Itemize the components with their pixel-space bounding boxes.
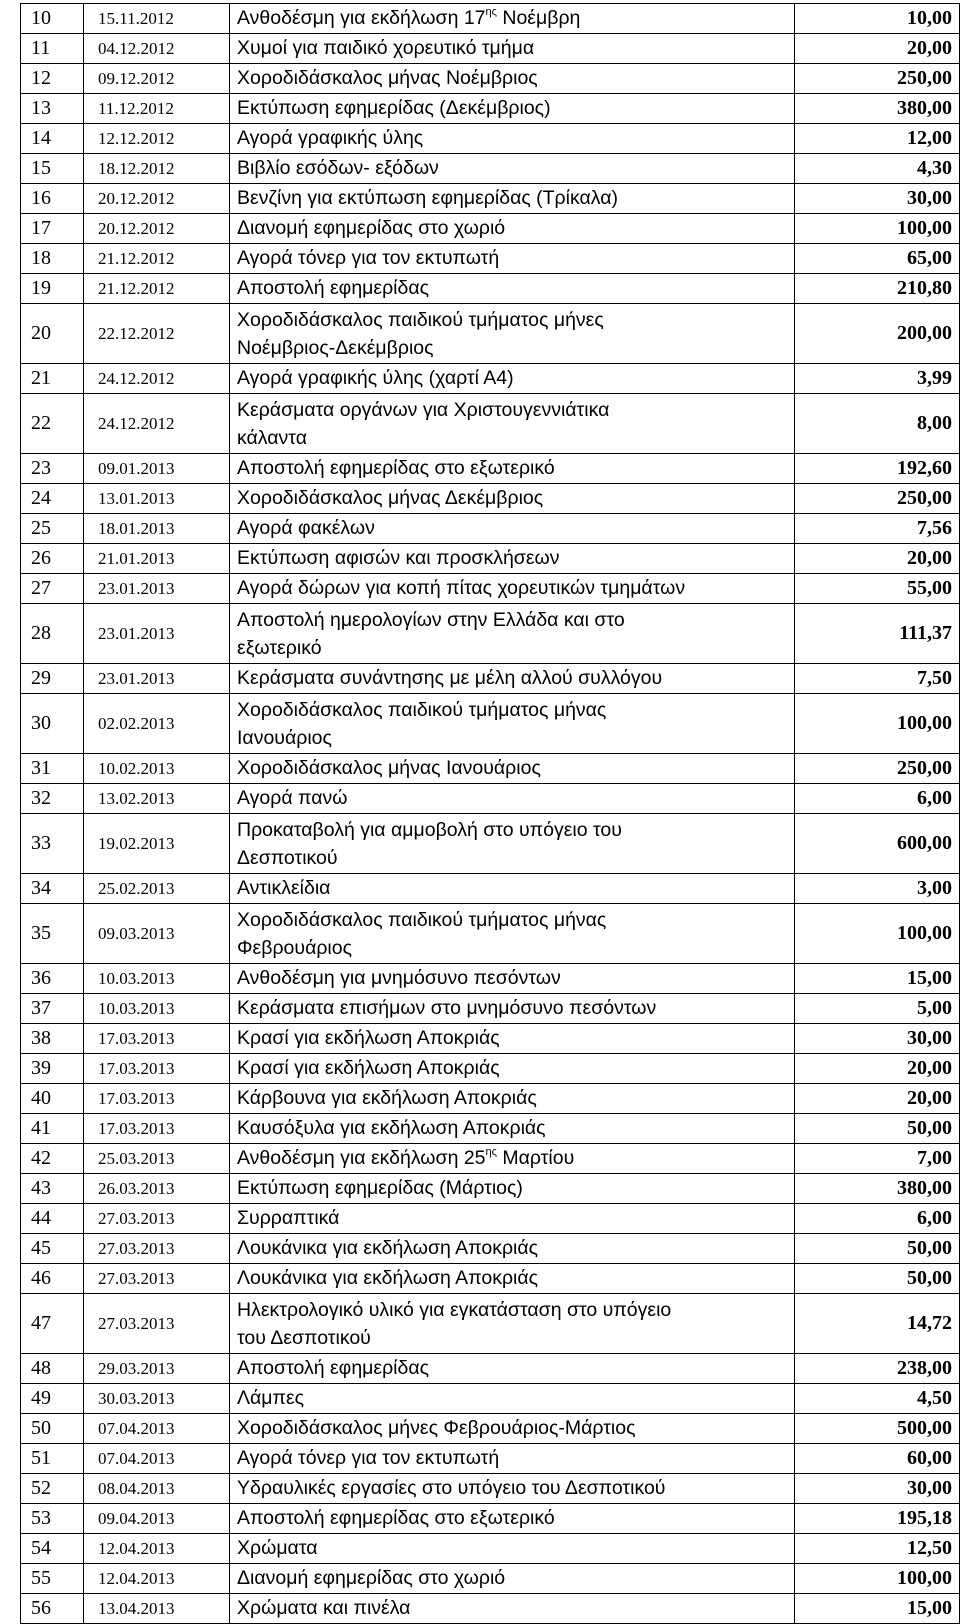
table-row — [21, 1594, 960, 1624]
table-row — [21, 214, 960, 244]
row-number: 33 — [21, 814, 84, 874]
row-amount: 111,37 — [795, 604, 960, 664]
row-number: 26 — [21, 544, 84, 574]
row-number: 47 — [21, 1294, 84, 1354]
row-number: 44 — [21, 1204, 84, 1234]
row-number: 11 — [21, 34, 84, 64]
row-number: 36 — [21, 964, 84, 994]
table-row — [21, 184, 960, 214]
description-line: Κρασί για εκδήλωση Αποκριάς — [237, 1027, 500, 1049]
description-line: Αγορά πανώ — [237, 787, 348, 809]
row-date: 09.03.2013 — [84, 904, 230, 964]
table-row — [21, 1114, 960, 1144]
row-description — [230, 1234, 795, 1264]
row-date: 23.01.2013 — [84, 604, 230, 664]
row-description — [230, 1114, 795, 1144]
ordinal-suffix: ης — [485, 1146, 497, 1158]
description-line: Χοροδιδάσκαλος παιδικού τμήματος μήνες — [237, 308, 604, 331]
table-row — [21, 1234, 960, 1264]
table-row — [21, 304, 960, 364]
row-date: 07.04.2013 — [84, 1444, 230, 1474]
row-amount: 238,00 — [795, 1354, 960, 1384]
table-row — [21, 574, 960, 604]
description-line: Χοροδιδάσκαλος μήνες Φεβρουάριος-Μάρτιος — [237, 1417, 636, 1439]
description-line: Κάρβουνα για εκδήλωση Αποκριάς — [237, 1087, 537, 1109]
row-date: 17.03.2013 — [84, 1114, 230, 1144]
description-line: Αντικλείδια — [237, 877, 331, 899]
row-date: 30.03.2013 — [84, 1384, 230, 1414]
row-description — [230, 1564, 795, 1594]
row-date: 26.03.2013 — [84, 1174, 230, 1204]
description-line: Συρραπτικά — [237, 1207, 340, 1229]
table-row — [21, 1264, 960, 1294]
table-row — [21, 1174, 960, 1204]
row-amount: 20,00 — [795, 1054, 960, 1084]
table-row — [21, 364, 960, 394]
row-amount: 12,50 — [795, 1534, 960, 1564]
table-row — [21, 784, 960, 814]
row-description — [230, 664, 795, 694]
row-number: 50 — [21, 1414, 84, 1444]
description-line: Φεβρουάριος — [237, 936, 353, 959]
description-line: Βενζίνη για εκτύπωση εφημερίδας (Τρίκαλα) — [237, 187, 618, 209]
row-amount: 20,00 — [795, 1084, 960, 1114]
row-date: 04.12.2012 — [84, 34, 230, 64]
row-description — [230, 184, 795, 214]
description-line: Αγορά τόνερ για τον εκτυπωτή — [237, 247, 500, 269]
row-amount: 3,99 — [795, 364, 960, 394]
row-date: 10.03.2013 — [84, 994, 230, 1024]
description-line: Κεράσματα οργάνων για Χριστουγεννιάτικα — [237, 398, 610, 421]
row-number: 32 — [21, 784, 84, 814]
row-number: 43 — [21, 1174, 84, 1204]
row-date: 25.02.2013 — [84, 874, 230, 904]
row-date: 22.12.2012 — [84, 304, 230, 364]
row-number: 24 — [21, 484, 84, 514]
table-row — [21, 274, 960, 304]
row-description — [230, 1264, 795, 1294]
row-date: 12.04.2013 — [84, 1534, 230, 1564]
description-line: Κεράσματα συνάντησης με μέλη αλλού συλλόγου — [237, 667, 663, 689]
description-line: Ηλεκτρολογικό υλικό για εγκατάσταση στο υπόγειο — [237, 1298, 672, 1321]
row-description — [230, 544, 795, 574]
row-date: 08.04.2013 — [84, 1474, 230, 1504]
row-description — [230, 1444, 795, 1474]
row-description — [230, 604, 795, 664]
row-date: 13.01.2013 — [84, 484, 230, 514]
description-line: κάλαντα — [237, 426, 307, 449]
row-date: 09.12.2012 — [84, 64, 230, 94]
row-amount: 20,00 — [795, 544, 960, 574]
table-row — [21, 964, 960, 994]
row-description — [230, 1534, 795, 1564]
row-description — [230, 514, 795, 544]
row-amount: 500,00 — [795, 1414, 960, 1444]
row-number: 34 — [21, 874, 84, 904]
row-amount: 55,00 — [795, 574, 960, 604]
row-date: 02.02.2013 — [84, 694, 230, 754]
table-row — [21, 604, 960, 664]
description-line: Βιβλίο εσόδων- εξόδων — [237, 157, 439, 179]
row-description — [230, 484, 795, 514]
row-amount: 100,00 — [795, 214, 960, 244]
row-date: 12.12.2012 — [84, 124, 230, 154]
row-description — [230, 1384, 795, 1414]
table-row — [21, 1414, 960, 1444]
row-description — [230, 784, 795, 814]
row-amount: 100,00 — [795, 1564, 960, 1594]
table-row — [21, 394, 960, 454]
description-line: Χρώματα και πινέλα — [237, 1597, 411, 1619]
row-amount: 250,00 — [795, 484, 960, 514]
description-line: Λουκάνικα για εκδήλωση Αποκριάς — [237, 1267, 539, 1289]
row-amount: 100,00 — [795, 904, 960, 964]
row-date: 19.02.2013 — [84, 814, 230, 874]
table-row — [21, 1444, 960, 1474]
row-amount: 15,00 — [795, 1594, 960, 1624]
row-description — [230, 1144, 795, 1174]
table-row — [21, 1054, 960, 1084]
row-description — [230, 364, 795, 394]
row-number: 37 — [21, 994, 84, 1024]
row-number: 17 — [21, 214, 84, 244]
row-amount: 7,00 — [795, 1144, 960, 1174]
row-description — [230, 1474, 795, 1504]
row-date: 18.12.2012 — [84, 154, 230, 184]
row-description — [230, 1414, 795, 1444]
row-description — [230, 1504, 795, 1534]
row-number: 28 — [21, 604, 84, 664]
row-date: 27.03.2013 — [84, 1234, 230, 1264]
row-date: 17.03.2013 — [84, 1054, 230, 1084]
row-date: 10.02.2013 — [84, 754, 230, 784]
row-amount: 30,00 — [795, 1024, 960, 1054]
row-number: 27 — [21, 574, 84, 604]
row-date: 27.03.2013 — [84, 1204, 230, 1234]
table-row — [21, 94, 960, 124]
description-text: Νοέμβρη — [502, 7, 581, 29]
row-date: 21.12.2012 — [84, 274, 230, 304]
row-date: 09.04.2013 — [84, 1504, 230, 1534]
row-number: 14 — [21, 124, 84, 154]
row-date: 24.12.2012 — [84, 364, 230, 394]
table-row — [21, 1204, 960, 1234]
row-description — [230, 454, 795, 484]
description-line: Διανομή εφημερίδας στο χωριό — [237, 217, 506, 239]
row-number: 51 — [21, 1444, 84, 1474]
row-description — [230, 394, 795, 454]
row-description — [230, 814, 795, 874]
description-line: Χρώματα — [237, 1537, 318, 1559]
row-amount: 4,30 — [795, 154, 960, 184]
description-text: Ανθοδέσμη για εκδήλωση 25 — [237, 1147, 486, 1169]
row-number: 15 — [21, 154, 84, 184]
description-line: Λάμπες — [237, 1387, 305, 1409]
row-description — [230, 1054, 795, 1084]
row-description — [230, 904, 795, 964]
description-line: Διανομή εφημερίδας στο χωριό — [237, 1567, 506, 1589]
row-number: 54 — [21, 1534, 84, 1564]
description-line: Χοροδιδάσκαλος παιδικού τμήματος μήνας — [237, 698, 607, 721]
row-number: 53 — [21, 1504, 84, 1534]
row-amount: 30,00 — [795, 1474, 960, 1504]
row-date: 10.03.2013 — [84, 964, 230, 994]
row-description — [230, 274, 795, 304]
description-line: Ιανουάριος — [237, 726, 332, 749]
row-amount: 14,72 — [795, 1294, 960, 1354]
row-description — [230, 124, 795, 154]
row-description — [230, 94, 795, 124]
description-line: Χοροδιδάσκαλος μήνας Ιανουάριος — [237, 757, 541, 779]
row-amount: 250,00 — [795, 64, 960, 94]
description-text: Μαρτίου — [502, 1147, 575, 1169]
row-number: 19 — [21, 274, 84, 304]
row-amount: 6,00 — [795, 784, 960, 814]
row-date: 23.01.2013 — [84, 664, 230, 694]
description-line: Αποστολή εφημερίδας στο εξωτερικό — [237, 1507, 555, 1529]
row-number: 13 — [21, 94, 84, 124]
row-amount: 380,00 — [795, 94, 960, 124]
row-date: 07.04.2013 — [84, 1414, 230, 1444]
row-amount: 30,00 — [795, 184, 960, 214]
row-date: 09.01.2013 — [84, 454, 230, 484]
description-line: Ανθοδέσμη για μνημόσυνο πεσόντων — [237, 967, 561, 989]
ordinal-suffix: ης — [485, 6, 497, 18]
row-date: 13.02.2013 — [84, 784, 230, 814]
row-amount: 200,00 — [795, 304, 960, 364]
table-row — [21, 814, 960, 874]
description-line: Χοροδιδάσκαλος μήνας Νοέμβριος — [237, 67, 538, 89]
row-date: 17.03.2013 — [84, 1024, 230, 1054]
row-date: 27.03.2013 — [84, 1294, 230, 1354]
description-text: Ανθοδέσμη για εκδήλωση 17 — [237, 7, 486, 29]
row-date: 27.03.2013 — [84, 1264, 230, 1294]
row-amount: 65,00 — [795, 244, 960, 274]
row-date: 13.04.2013 — [84, 1594, 230, 1624]
description-line: Αποστολή εφημερίδας στο εξωτερικό — [237, 457, 555, 479]
row-date: 24.12.2012 — [84, 394, 230, 454]
row-amount: 12,00 — [795, 124, 960, 154]
description-line: Χοροδιδάσκαλος παιδικού τμήματος μήνας — [237, 908, 607, 931]
table-row — [21, 124, 960, 154]
row-date: 12.04.2013 — [84, 1564, 230, 1594]
row-description — [230, 694, 795, 754]
row-date: 29.03.2013 — [84, 1354, 230, 1384]
table-row — [21, 544, 960, 574]
description-line: Υδραυλικές εργασίες στο υπόγειο του Δεσποτικού — [237, 1477, 666, 1499]
table-row — [21, 484, 960, 514]
table-row — [21, 874, 960, 904]
table-row — [21, 994, 960, 1024]
row-description — [230, 4, 795, 34]
table-row — [21, 754, 960, 784]
row-amount: 600,00 — [795, 814, 960, 874]
row-number: 38 — [21, 1024, 84, 1054]
description-line: Αποστολή εφημερίδας — [237, 1357, 430, 1379]
table-row — [21, 1294, 960, 1354]
table-row — [21, 154, 960, 184]
row-number: 45 — [21, 1234, 84, 1264]
description-line: Εκτύπωση εφημερίδας (Δεκέμβριος) — [237, 97, 551, 119]
row-amount: 192,60 — [795, 454, 960, 484]
table-row — [21, 1504, 960, 1534]
row-number: 39 — [21, 1054, 84, 1084]
row-number: 46 — [21, 1264, 84, 1294]
description-line: Χοροδιδάσκαλος μήνας Δεκέμβριος — [237, 487, 544, 509]
row-amount: 50,00 — [795, 1234, 960, 1264]
row-number: 29 — [21, 664, 84, 694]
table-row — [21, 1084, 960, 1114]
row-number: 12 — [21, 64, 84, 94]
expense-table — [20, 3, 960, 1624]
row-date: 21.01.2013 — [84, 544, 230, 574]
row-description — [230, 574, 795, 604]
description-line: Κεράσματα επισήμων στο μνημόσυνο πεσόντων — [237, 997, 657, 1019]
description-line: Αγορά φακέλων — [237, 517, 375, 539]
table-row — [21, 1474, 960, 1504]
table-row — [21, 64, 960, 94]
table-row — [21, 904, 960, 964]
row-amount: 100,00 — [795, 694, 960, 754]
description-line: Αγορά γραφικής ύλης — [237, 127, 424, 149]
description-line: Εκτύπωση εφημερίδας (Μάρτιος) — [237, 1177, 523, 1199]
row-number: 35 — [21, 904, 84, 964]
row-number: 55 — [21, 1564, 84, 1594]
table-row — [21, 664, 960, 694]
table-row — [21, 1384, 960, 1414]
row-date: 23.01.2013 — [84, 574, 230, 604]
row-number: 42 — [21, 1144, 84, 1174]
row-description — [230, 1354, 795, 1384]
row-amount: 10,00 — [795, 4, 960, 34]
table-row — [21, 1354, 960, 1384]
description-line: Λουκάνικα για εκδήλωση Αποκριάς — [237, 1237, 539, 1259]
table-row — [21, 4, 960, 34]
row-number: 10 — [21, 4, 84, 34]
row-amount: 7,56 — [795, 514, 960, 544]
table-row — [21, 244, 960, 274]
table-row — [21, 454, 960, 484]
row-description — [230, 214, 795, 244]
row-amount: 210,80 — [795, 274, 960, 304]
row-number: 49 — [21, 1384, 84, 1414]
row-amount: 5,00 — [795, 994, 960, 1024]
table-row — [21, 694, 960, 754]
row-description — [230, 1024, 795, 1054]
row-description — [230, 874, 795, 904]
row-amount: 20,00 — [795, 34, 960, 64]
row-description — [230, 244, 795, 274]
row-number: 20 — [21, 304, 84, 364]
description-line: Αποστολή ημερολογίων στην Ελλάδα και στο — [237, 608, 625, 631]
table-row — [21, 1564, 960, 1594]
row-amount: 4,50 — [795, 1384, 960, 1414]
row-amount: 7,50 — [795, 664, 960, 694]
row-amount: 50,00 — [795, 1114, 960, 1144]
row-description — [230, 1204, 795, 1234]
row-amount: 380,00 — [795, 1174, 960, 1204]
description-line: Καυσόξυλα για εκδήλωση Αποκριάς — [237, 1117, 546, 1139]
row-date: 21.12.2012 — [84, 244, 230, 274]
row-number: 48 — [21, 1354, 84, 1384]
description-line: εξωτερικό — [237, 636, 322, 659]
row-number: 56 — [21, 1594, 84, 1624]
row-description — [230, 964, 795, 994]
row-description — [230, 1594, 795, 1624]
row-description — [230, 154, 795, 184]
row-description — [230, 1294, 795, 1354]
row-date: 17.03.2013 — [84, 1084, 230, 1114]
row-number: 31 — [21, 754, 84, 784]
expense-table-body — [21, 4, 960, 1624]
row-date: 20.12.2012 — [84, 184, 230, 214]
row-description — [230, 34, 795, 64]
row-amount: 195,18 — [795, 1504, 960, 1534]
row-amount: 3,00 — [795, 874, 960, 904]
row-description — [230, 1174, 795, 1204]
table-row — [21, 1024, 960, 1054]
row-number: 30 — [21, 694, 84, 754]
row-amount: 6,00 — [795, 1204, 960, 1234]
row-amount: 15,00 — [795, 964, 960, 994]
description-line: Προκαταβολή για αμμοβολή στο υπόγειο του — [237, 818, 622, 841]
row-description — [230, 754, 795, 784]
row-date: 20.12.2012 — [84, 214, 230, 244]
row-amount: 50,00 — [795, 1264, 960, 1294]
row-number: 18 — [21, 244, 84, 274]
row-amount: 8,00 — [795, 394, 960, 454]
description-line: Εκτύπωση αφισών και προσκλήσεων — [237, 547, 560, 569]
row-description — [230, 994, 795, 1024]
row-description — [230, 64, 795, 94]
row-amount: 60,00 — [795, 1444, 960, 1474]
description-line: Αποστολή εφημερίδας — [237, 277, 430, 299]
row-number: 16 — [21, 184, 84, 214]
description-line: Δεσποτικού — [237, 846, 338, 869]
description-line: Νοέμβριος-Δεκέμβριος — [237, 336, 434, 359]
description-line: Κρασί για εκδήλωση Αποκριάς — [237, 1057, 500, 1079]
table-row — [21, 1144, 960, 1174]
description-line: του Δεσποτικού — [237, 1326, 371, 1349]
table-row — [21, 514, 960, 544]
row-amount: 250,00 — [795, 754, 960, 784]
row-number: 21 — [21, 364, 84, 394]
expense-ledger — [20, 3, 959, 1624]
row-number: 23 — [21, 454, 84, 484]
row-number: 25 — [21, 514, 84, 544]
row-date: 11.12.2012 — [84, 94, 230, 124]
row-number: 40 — [21, 1084, 84, 1114]
description-line: Αγορά δώρων για κοπή πίτας χορευτικών τμημάτων — [237, 577, 686, 599]
table-row — [21, 34, 960, 64]
description-line: Αγορά γραφικής ύλης (χαρτί Α4) — [237, 367, 514, 389]
row-number: 52 — [21, 1474, 84, 1504]
table-row — [21, 1534, 960, 1564]
row-number: 41 — [21, 1114, 84, 1144]
description-line: Αγορά τόνερ για τον εκτυπωτή — [237, 1447, 500, 1469]
row-date: 15.11.2012 — [84, 4, 230, 34]
row-description — [230, 304, 795, 364]
row-date: 18.01.2013 — [84, 514, 230, 544]
row-date: 25.03.2013 — [84, 1144, 230, 1174]
row-description — [230, 1084, 795, 1114]
row-number: 22 — [21, 394, 84, 454]
description-line: Χυμοί για παιδικό χορευτικό τμήμα — [237, 37, 535, 59]
